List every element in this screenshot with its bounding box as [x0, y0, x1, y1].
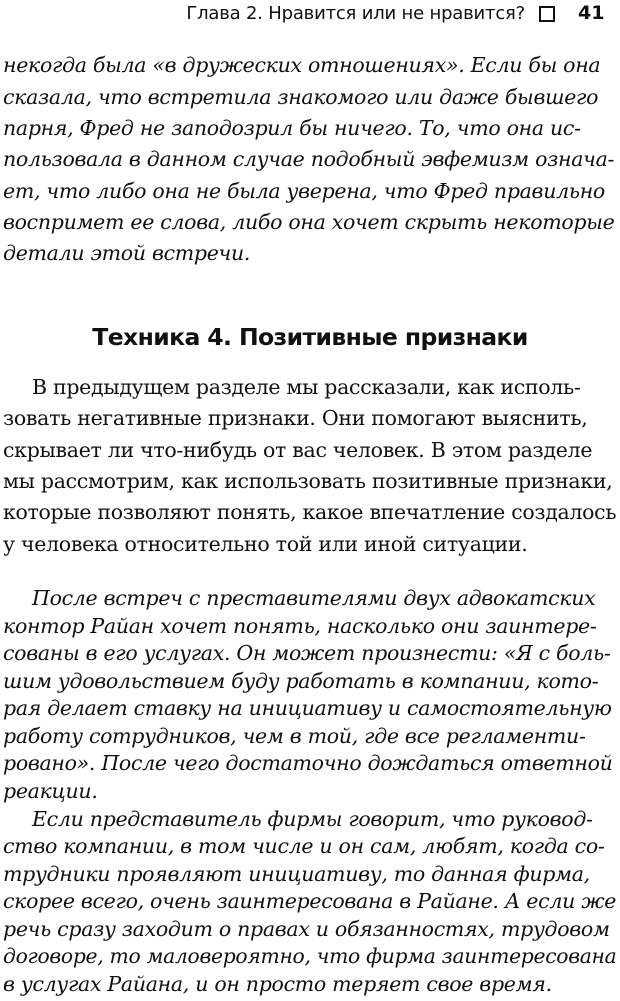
example-line: договоре, то маловероятно, что фирма заинтересована — [3, 944, 617, 969]
intro-line: сказала, что встретила знакомого или даже бывшего — [3, 85, 599, 109]
example-line: речь сразу заходит о правах и обязанностях, трудовом — [3, 916, 610, 941]
example-line: в услугах Райана, и он просто теряет свое время. — [3, 972, 552, 996]
example-line: ровано». После чего достаточно дождаться ответной — [3, 751, 613, 776]
example-line: скорее всего, очень заинтересована в Райане. А если же — [3, 889, 617, 914]
body-line: зовать негативные признаки. Они помогают выяснить, — [3, 406, 588, 430]
intro-line: пользовала в данном случае подобный эвфемизм означа- — [3, 147, 615, 171]
example-line: сованы в его услугах. Он может произнести: «Я с боль- — [3, 641, 611, 666]
example-line: После встреч с преставителями двух адвокатских — [32, 586, 596, 610]
body-line: мы рассмотрим, как использовать позитивные признаки, — [3, 469, 613, 493]
body-line: у человека относительно той или иной ситуации. — [3, 532, 528, 556]
intro-line: некогда была «в дружеских отношениях». Если бы она — [3, 53, 601, 77]
body-line: которые позволяют понять, какое впечатление создалось — [3, 500, 617, 524]
example-line: трудники проявляют инициативу, то данная фирма, — [3, 861, 590, 886]
intro-line: детали этой встречи. — [3, 241, 251, 265]
example-line: контор Райан хочет понять, насколько они заинтере- — [3, 613, 597, 638]
example-line: шим удовольствием буду работать в компании, кото- — [3, 668, 599, 693]
intro-line: парня, Фред не заподозрил бы ничего. То, что она ис- — [3, 116, 581, 140]
body-line: скрывает ли что-нибудь от вас человек. В этом разделе — [3, 438, 593, 462]
chapter-title: Глава 2. Нравится или не нравится? — [186, 3, 525, 24]
example-line: рая делает ставку на инициативу и самостоятельную — [3, 696, 612, 721]
page-number: 41 — [578, 2, 605, 24]
example-line: реакции. — [3, 779, 98, 803]
intro-line: воспримет ее слова, либо она хочет скрыть некоторые — [3, 210, 615, 234]
intro-line: ет, что либо она не была уверена, что Фред правильно — [3, 179, 605, 203]
square-bullet-icon — [539, 6, 555, 22]
example-line: Если представитель фирмы говорит, что руковод- — [32, 806, 593, 831]
section-heading: Техника 4. Позитивные признаки — [92, 323, 528, 351]
example-line: ство компании, в том числе и он сам, любят, когда со- — [3, 834, 605, 859]
body-line: В предыдущем разделе мы рассказали, как исполь- — [32, 375, 581, 399]
running-header — [0, 0, 620, 30]
example-line: работу сотрудников, чем в той, где все регламенти- — [3, 723, 586, 748]
